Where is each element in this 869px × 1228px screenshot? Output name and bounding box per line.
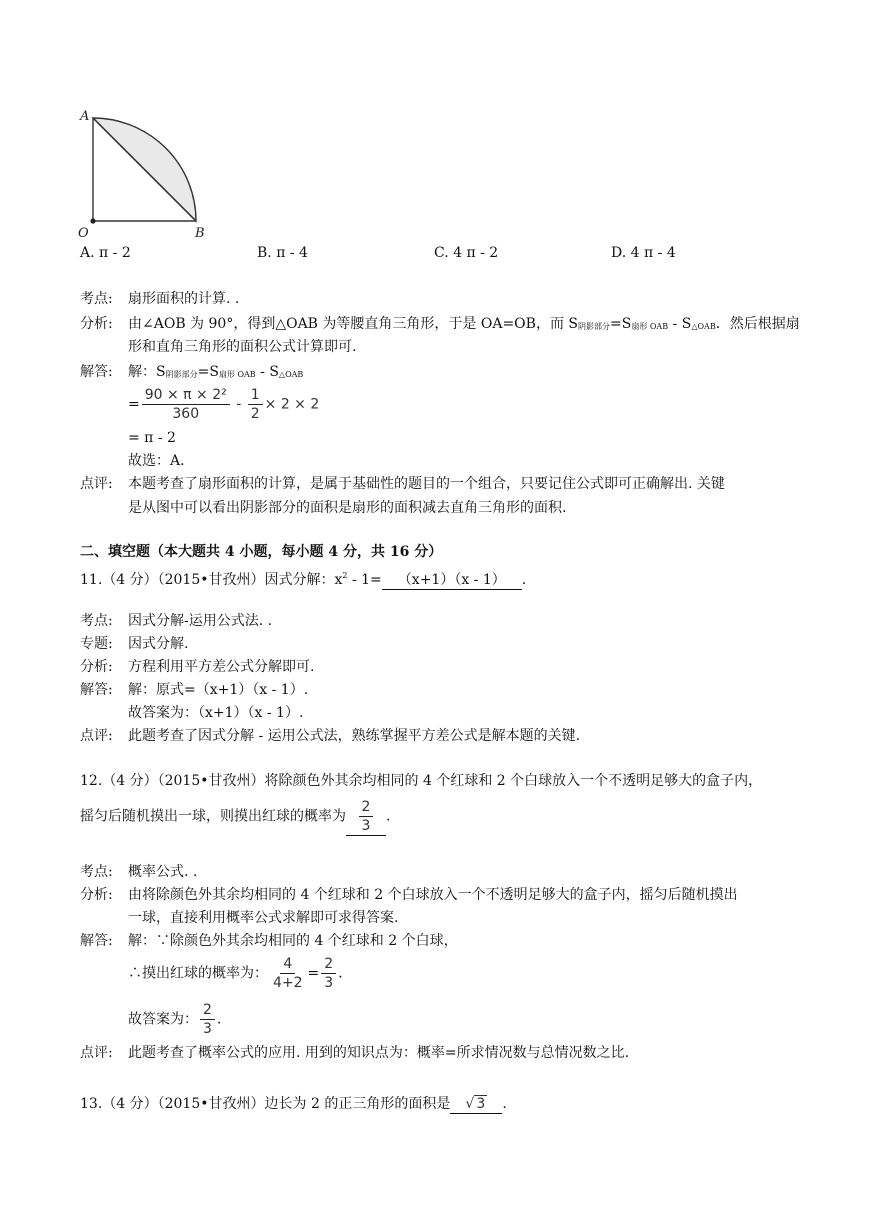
- q12-stem-2a: 摇匀后随机摸出一球，则摸出红球的概率为: [80, 808, 346, 825]
- q12-final-num: 2: [200, 1001, 215, 1020]
- q12-stem-end: .: [386, 808, 391, 825]
- q10-main-den: 360: [172, 406, 200, 422]
- q12-prob-fraction2: [321, 955, 336, 992]
- q13-stem: [80, 1094, 507, 1114]
- point-o: [90, 218, 95, 223]
- q12-jieda-3: 故答案为：: [128, 1011, 198, 1028]
- q10-half-num: 1: [248, 386, 263, 405]
- q11-zhuanti-label: 专题:: [80, 636, 113, 652]
- q11-jieda-label: 解答:: [80, 682, 113, 698]
- q12-prob-num2: 2: [321, 955, 336, 974]
- q12-answer-fraction: [359, 798, 374, 835]
- label-o: O: [78, 226, 89, 240]
- q12-kaodian: 概率公式. .: [128, 864, 198, 880]
- label-a: A: [80, 109, 90, 124]
- q10-fenxi-1b: =S: [610, 316, 632, 332]
- q10-dianping-line1: 本题考查了扇形面积的计算，是属于基础性的题目的一个组合，只要记住公式即可正确解出. 关键: [128, 476, 725, 492]
- q10-eq-prefix: =: [128, 396, 140, 413]
- q12-prob-end: .: [338, 965, 343, 982]
- q12-fenxi-label: 分析:: [80, 887, 113, 903]
- q10-main-fraction: [142, 386, 230, 423]
- q10-fenxi-sub1: 阴影部分: [578, 322, 610, 331]
- q10-jieda-1b: =S: [197, 364, 219, 380]
- q10-jieda-choose: 故选：A.: [128, 453, 185, 469]
- label-b: B: [195, 226, 205, 240]
- q12-fenxi-line1: 由将除颜色外其余均相同的 4 个红球和 2 个白球放入一个不透明足够大的盒子内，摇匀后随机摸出: [128, 887, 738, 903]
- q11-stem-sup: 2: [342, 571, 348, 580]
- q12-stem-line1: 12.（4 分）（2015•甘孜州）将除颜色外其余均相同的 4 个红球和 2 个白球放入一个不透明足够大的盒子内，: [80, 773, 763, 789]
- sqrt-icon: √: [465, 1096, 475, 1112]
- q10-jieda-result: = π - 2: [128, 430, 176, 446]
- q11-jieda-line1: 解：原式=（x+1）（x - 1）.: [128, 682, 309, 698]
- q12-prob-den2: 3: [324, 975, 334, 991]
- q10-half-den: 2: [250, 406, 260, 422]
- q12-dianping-label: 点评:: [80, 1045, 113, 1061]
- q10-half-fraction: [248, 386, 263, 423]
- q12-answer-blank: [346, 798, 386, 836]
- q13-stem-a: 13.（4 分）（2015•甘孜州）边长为 2 的正三角形的面积是: [80, 1096, 451, 1112]
- q11-kaodian: 因式分解-运用公式法. .: [128, 613, 273, 629]
- q10-fenxi-1d: ．然后根据扇: [715, 316, 800, 332]
- q10-fenxi-line1: [128, 314, 800, 337]
- q12-final-den: 3: [203, 1021, 212, 1037]
- q12-jieda-2: ∴摸出红球的概率为：: [128, 965, 268, 982]
- option-b: B. π - 4: [257, 245, 308, 261]
- q10-jieda-formula: [128, 386, 319, 423]
- q12-kaodian-label: 考点:: [80, 864, 113, 880]
- q11-fenxi: 方程利用平方差公式分解即可.: [128, 659, 315, 675]
- section-title: 二、填空题（本大题共 4 小题，每小题 4 分，共 16 分）: [80, 544, 443, 560]
- q12-prob-num: 4: [280, 955, 295, 974]
- q10-fenxi-line2: 形和直角三角形的面积公式计算即可.: [128, 339, 357, 355]
- q12-jieda-line3: [128, 1001, 221, 1038]
- q12-final-fraction: [200, 1001, 215, 1038]
- q11-kaodian-label: 考点:: [80, 613, 113, 629]
- q12-answer-num: 2: [359, 798, 374, 817]
- q11-stem-end: .: [521, 572, 527, 588]
- q12-prob-fraction: [270, 955, 306, 992]
- q10-fenxi-sub3: △OAB: [691, 322, 716, 331]
- q12-jieda-line2: [128, 955, 343, 992]
- q12-fenxi-line2: 一球，直接利用概率公式求解即可求得答案.: [128, 910, 399, 926]
- q10-jieda-1c: - S: [255, 364, 279, 380]
- q12-final-end: .: [216, 1011, 222, 1028]
- option-c: C. 4 π - 2: [434, 245, 499, 261]
- q13-answer: [450, 1096, 502, 1114]
- q10-tail: × 2 × 2: [264, 396, 320, 413]
- q11-dianping: 此题考查了因式分解 - 运用公式法，熟练掌握平方差公式是解本题的关键.: [128, 728, 581, 744]
- q10-fenxi-sub2: 扇形 OAB: [631, 322, 669, 331]
- q11-zhuanti: 因式分解.: [128, 636, 189, 652]
- q13-radicand: 3: [476, 1096, 486, 1112]
- q10-dianping-label: 点评:: [80, 476, 113, 492]
- q10-kaodian-label: 考点:: [80, 291, 113, 307]
- q10-jieda-line1: [128, 362, 303, 385]
- q12-dianping: 此题考查了概率公式的应用. 用到的知识点为：概率=所求情况数与总情况数之比.: [128, 1045, 630, 1061]
- q11-stem-b: - 1=: [347, 572, 382, 588]
- q10-jieda-sub1: 阴影部分: [165, 370, 198, 379]
- q10-fenxi-1a: 由∠AOB 为 90°，得到△OAB 为等腰直角三角形，于是 OA=OB，而 S: [128, 316, 578, 332]
- q10-dianping-line2: 是从图中可以看出阴影部分的面积是扇形的面积减去直角三角形的面积.: [128, 500, 567, 516]
- q12-jieda-line1: 解：∵除颜色外其余均相同的 4 个红球和 2 个白球，: [128, 933, 458, 949]
- q12-prob-eq: =: [307, 965, 320, 982]
- q10-main-num: 90 × π × 2²: [142, 386, 230, 405]
- q11-jieda-line2: 故答案为：（x+1）（x - 1）.: [128, 705, 304, 721]
- q10-minus: -: [231, 396, 246, 413]
- q11-answer: （x+1）（x - 1）: [382, 572, 522, 590]
- q12-jieda-label: 解答:: [80, 933, 113, 949]
- option-d: D. 4 π - 4: [611, 245, 676, 261]
- q10-kaodian: 扇形面积的计算. .: [128, 291, 240, 307]
- sector-figure: [76, 106, 216, 240]
- q11-stem-a: 11.（4 分）（2015•甘孜州）因式分解：x: [80, 572, 343, 588]
- option-a: A. π - 2: [80, 245, 131, 261]
- q11-stem: [80, 566, 526, 590]
- q11-fenxi-label: 分析:: [80, 659, 113, 675]
- q10-fenxi-1c: - S: [668, 316, 692, 332]
- q12-answer-den: 3: [361, 818, 371, 834]
- q12-stem-line2: [80, 798, 390, 836]
- q10-jieda-sub3: △OAB: [278, 370, 304, 379]
- q10-fenxi-label: 分析:: [80, 316, 113, 332]
- q12-prob-den: 4+2: [273, 975, 303, 991]
- q10-jieda-1a: 解：S: [128, 364, 166, 380]
- q11-dianping-label: 点评:: [80, 728, 113, 744]
- q13-stem-end: .: [502, 1096, 507, 1112]
- q10-jieda-sub2: 扇形 OAB: [218, 370, 256, 379]
- q10-jieda-label: 解答:: [80, 364, 113, 380]
